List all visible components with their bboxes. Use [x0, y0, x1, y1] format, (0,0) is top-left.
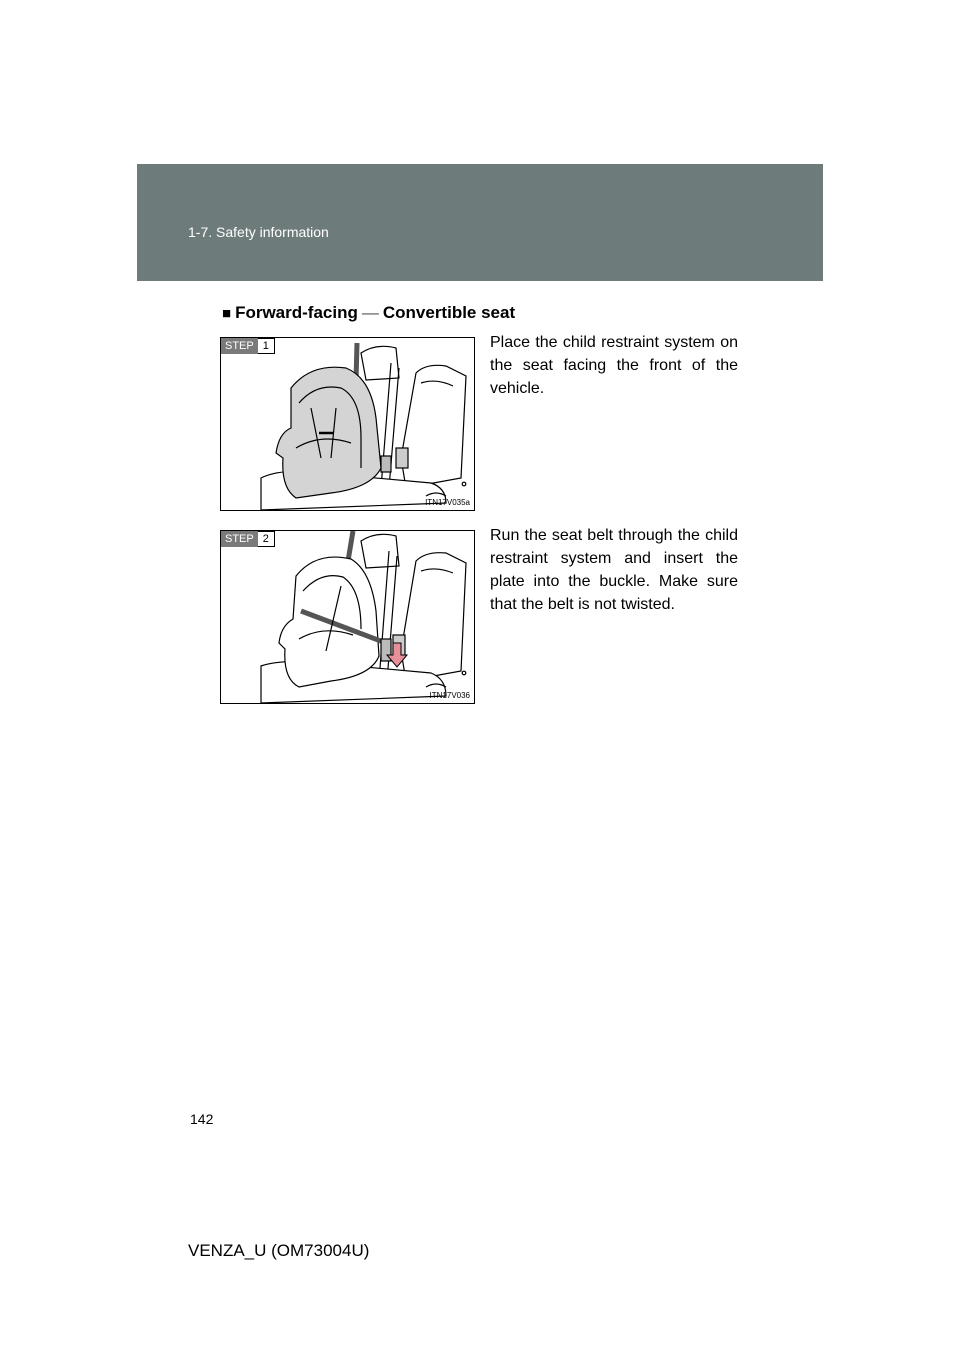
heading-part2: Convertible seat — [382, 303, 516, 322]
step2-figure-code: ITN17V036 — [429, 691, 470, 700]
heading-part1: Forward-facing — [235, 303, 358, 322]
step2-word: STEP — [221, 531, 258, 547]
step1-figure-code: ITN17V035a — [425, 498, 470, 507]
step1-figure — [220, 337, 475, 511]
step2-figure — [220, 530, 475, 704]
step1-illustration — [221, 338, 475, 511]
section-label: 1-7. Safety information — [188, 224, 329, 240]
step2-number: 2 — [258, 531, 275, 547]
step1-number: 1 — [258, 338, 275, 354]
section-heading — [222, 303, 515, 323]
page-number: 142 — [190, 1111, 214, 1127]
document-code: VENZA_U (OM73004U) — [188, 1241, 370, 1260]
step2-illustration — [221, 531, 475, 704]
step2-text: Run the seat belt through the child restraint system and insert the plate into the buckle. Make sure that the belt is not twisted. — [490, 527, 738, 613]
header-band — [137, 164, 823, 281]
step1-word: STEP — [221, 338, 258, 354]
heading-dash: — — [361, 303, 379, 322]
heading-bullet: ■ — [222, 305, 232, 322]
step1-badge — [221, 338, 275, 354]
step1-text: Place the child restraint system on the seat facing the front of the vehicle. — [490, 334, 738, 397]
step2-badge — [221, 531, 275, 547]
